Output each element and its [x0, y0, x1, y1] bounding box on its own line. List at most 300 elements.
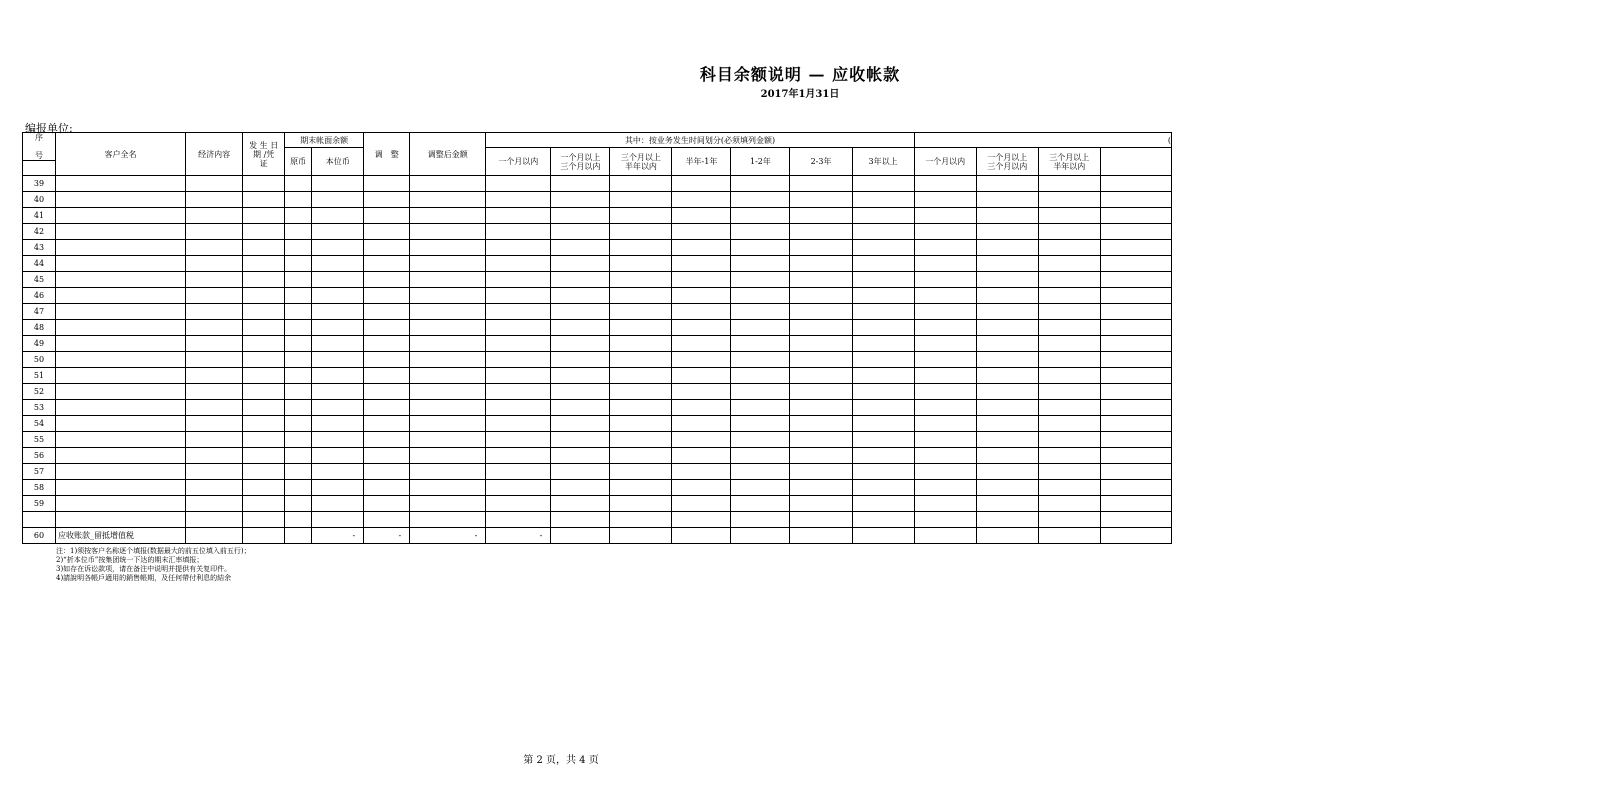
table-cell [551, 528, 610, 544]
table-cell [672, 176, 731, 192]
table-cell [852, 432, 914, 448]
table-cell [312, 496, 364, 512]
table-cell [364, 416, 410, 432]
table-cell [1038, 480, 1100, 496]
table-cell [1038, 528, 1100, 544]
table-cell [186, 304, 243, 320]
aging2-header: 三个月以上 半年以内 [1038, 148, 1100, 176]
table-cell [186, 400, 243, 416]
table-cell [731, 432, 790, 448]
table-cell [1100, 336, 1171, 352]
table-cell [243, 176, 285, 192]
table-cell [976, 352, 1038, 368]
table-cell [551, 512, 610, 528]
table-cell [410, 224, 486, 240]
table-cell [976, 208, 1038, 224]
table-cell [56, 320, 186, 336]
table-cell [790, 304, 852, 320]
table-cell [243, 448, 285, 464]
table-cell [486, 224, 551, 240]
table-cell [1038, 512, 1100, 528]
table-cell [551, 224, 610, 240]
table-cell [610, 224, 672, 240]
table-cell [731, 320, 790, 336]
page-footer: 第 2 页，共 4 页 [523, 755, 599, 766]
table-cell [672, 480, 731, 496]
table-cell [610, 368, 672, 384]
table-cell [731, 448, 790, 464]
table-cell [1038, 352, 1100, 368]
table-cell [790, 224, 852, 240]
table-cell [551, 480, 610, 496]
table-cell [551, 448, 610, 464]
table-cell [285, 336, 312, 352]
table-cell [285, 304, 312, 320]
row-number: 43 [23, 240, 56, 256]
table-cell [243, 192, 285, 208]
table-cell [364, 496, 410, 512]
table-cell [1100, 192, 1171, 208]
table-cell [312, 304, 364, 320]
table-cell [914, 256, 976, 272]
table-cell [976, 288, 1038, 304]
table-cell [914, 176, 976, 192]
table-cell [976, 176, 1038, 192]
table-cell [186, 272, 243, 288]
table-cell [410, 176, 486, 192]
table-cell [852, 464, 914, 480]
table-cell [486, 304, 551, 320]
table-cell [410, 368, 486, 384]
table-cell [410, 336, 486, 352]
table-cell [672, 336, 731, 352]
table-cell [610, 416, 672, 432]
table-cell [790, 480, 852, 496]
table-cell [486, 288, 551, 304]
table-cell [914, 240, 976, 256]
table-cell [672, 400, 731, 416]
table-cell [486, 400, 551, 416]
table-cell [672, 272, 731, 288]
aging-header: 1-2年 [731, 148, 790, 176]
table-cell [56, 496, 186, 512]
table-cell [914, 288, 976, 304]
table-cell [790, 416, 852, 432]
table-cell [551, 240, 610, 256]
table-cell [285, 208, 312, 224]
table-cell [410, 352, 486, 368]
table-cell [1038, 464, 1100, 480]
table-cell [731, 336, 790, 352]
aging2-header: 一个月以内 [914, 148, 976, 176]
reporting-unit-label: 编报单位: [25, 122, 73, 135]
table-cell [1100, 480, 1171, 496]
table-cell [56, 336, 186, 352]
table-cell [914, 528, 976, 544]
original-currency-header: 原币 [285, 148, 312, 176]
table-cell [364, 368, 410, 384]
receivables-table-wrapper [22, 132, 1171, 540]
row-number: 49 [23, 336, 56, 352]
table-cell [312, 512, 364, 528]
table-cell [790, 448, 852, 464]
table-cell [852, 336, 914, 352]
table-cell [610, 176, 672, 192]
table-cell [364, 176, 410, 192]
table-cell [285, 224, 312, 240]
table-cell [1038, 176, 1100, 192]
table-cell [790, 336, 852, 352]
table-cell [285, 416, 312, 432]
table-row [23, 496, 1172, 512]
table-cell [610, 192, 672, 208]
table-cell [486, 480, 551, 496]
row-number: 44 [23, 256, 56, 272]
table-cell [731, 208, 790, 224]
table-cell [852, 400, 914, 416]
table-cell [56, 464, 186, 480]
row-number: 45 [23, 272, 56, 288]
table-cell [976, 192, 1038, 208]
table-cell [914, 400, 976, 416]
table-cell [285, 176, 312, 192]
table-cell [486, 432, 551, 448]
table-cell [914, 272, 976, 288]
table-cell [672, 256, 731, 272]
table-cell [672, 352, 731, 368]
table-cell [790, 496, 852, 512]
table-cell [486, 336, 551, 352]
date-voucher-header: 发 生 日 期 /凭 证 [243, 133, 285, 176]
table-cell [312, 256, 364, 272]
table-cell [410, 240, 486, 256]
row-number: 48 [23, 320, 56, 336]
table-cell [551, 352, 610, 368]
table-cell [551, 384, 610, 400]
table-row [23, 176, 1172, 192]
table-cell [364, 336, 410, 352]
table-cell [410, 400, 486, 416]
table-cell [186, 448, 243, 464]
table-cell [790, 464, 852, 480]
table-cell [1100, 224, 1171, 240]
table-cell [364, 320, 410, 336]
table-cell [243, 272, 285, 288]
table-cell [731, 496, 790, 512]
table-cell [551, 320, 610, 336]
table-cell [852, 368, 914, 384]
table-cell [1100, 496, 1171, 512]
row-number: 56 [23, 448, 56, 464]
table-cell [486, 368, 551, 384]
row-number: 57 [23, 464, 56, 480]
table-cell [410, 288, 486, 304]
table-cell [672, 240, 731, 256]
table-cell [551, 416, 610, 432]
table-cell [312, 176, 364, 192]
table-cell [312, 352, 364, 368]
table-cell [914, 416, 976, 432]
table-cell [852, 320, 914, 336]
table-cell [914, 352, 976, 368]
table-cell [285, 352, 312, 368]
table-cell [1038, 448, 1100, 464]
table-cell [1100, 368, 1171, 384]
seq-header: 序 号 [23, 133, 56, 161]
table-cell [364, 448, 410, 464]
table-cell [186, 480, 243, 496]
table-cell [914, 368, 976, 384]
table-cell [914, 496, 976, 512]
table-cell [914, 336, 976, 352]
table-cell [285, 464, 312, 480]
table-cell [610, 400, 672, 416]
table-cell [1038, 304, 1100, 320]
table-cell [852, 352, 914, 368]
table-cell [486, 192, 551, 208]
table-cell [1100, 400, 1171, 416]
table-cell [243, 224, 285, 240]
table-cell [1038, 208, 1100, 224]
table-cell [364, 192, 410, 208]
table-row [23, 368, 1172, 384]
table-cell [914, 512, 976, 528]
table-cell [285, 512, 312, 528]
table-cell [312, 448, 364, 464]
table-cell [852, 256, 914, 272]
table-cell [410, 432, 486, 448]
table-cell [410, 320, 486, 336]
row-number: 54 [23, 416, 56, 432]
table-cell [56, 272, 186, 288]
adjust-header: 调 整 [364, 133, 410, 176]
table-cell [1100, 320, 1171, 336]
table-cell [852, 304, 914, 320]
table-cell [1100, 240, 1171, 256]
table-cell [243, 240, 285, 256]
aging-header: 一个月以上 三个月以内 [551, 148, 610, 176]
table-cell [551, 176, 610, 192]
table-row [23, 208, 1172, 224]
table-cell [410, 384, 486, 400]
table-cell [364, 256, 410, 272]
table-row [23, 256, 1172, 272]
table-cell [610, 480, 672, 496]
table-cell [56, 176, 186, 192]
table-cell [312, 416, 364, 432]
table-cell [243, 432, 285, 448]
table-cell [610, 384, 672, 400]
table-cell [976, 448, 1038, 464]
table-cell [731, 288, 790, 304]
table-cell [610, 512, 672, 528]
table-cell [1100, 352, 1171, 368]
table-cell [672, 208, 731, 224]
table-cell [790, 288, 852, 304]
table-cell [186, 336, 243, 352]
table-cell [914, 448, 976, 464]
table-cell [56, 240, 186, 256]
table-cell [312, 320, 364, 336]
table-cell [56, 432, 186, 448]
table-cell [186, 352, 243, 368]
table-cell [914, 384, 976, 400]
table-cell [285, 240, 312, 256]
note-line: 4)請說明各帳戶適用的銷售帳期，及任何帶付利息的結余 [56, 574, 232, 582]
table-cell [243, 256, 285, 272]
table-cell [410, 192, 486, 208]
balance-group-header: 期末帐面余额 [285, 133, 364, 148]
aging-header: 3年以上 [852, 148, 914, 176]
table-cell [410, 256, 486, 272]
table-cell [790, 352, 852, 368]
table-cell [486, 352, 551, 368]
table-cell [243, 480, 285, 496]
table-cell [56, 352, 186, 368]
table-row [23, 480, 1172, 496]
table-cell [914, 224, 976, 240]
table-cell [672, 320, 731, 336]
table-cell [852, 496, 914, 512]
table-cell [551, 192, 610, 208]
table-cell [186, 368, 243, 384]
table-cell [312, 464, 364, 480]
table-cell [672, 288, 731, 304]
row-number: 42 [23, 224, 56, 240]
table-cell [285, 288, 312, 304]
report-date: 2017年1月31日 [760, 89, 840, 100]
table-cell [731, 240, 790, 256]
table-cell [731, 304, 790, 320]
table-cell [285, 432, 312, 448]
table-cell [1038, 320, 1100, 336]
table-cell [285, 272, 312, 288]
table-cell [486, 496, 551, 512]
receivables-table [22, 132, 1172, 544]
table-cell [852, 240, 914, 256]
table-row [23, 416, 1172, 432]
table-cell [852, 448, 914, 464]
aging-value: - [486, 528, 551, 544]
table-cell [976, 528, 1038, 544]
table-cell [790, 240, 852, 256]
table-cell [1038, 432, 1100, 448]
table-cell [672, 528, 731, 544]
table-row [23, 336, 1172, 352]
row-number: 47 [23, 304, 56, 320]
table-cell [1038, 256, 1100, 272]
table-cell [186, 528, 243, 544]
table-cell [486, 176, 551, 192]
table-cell [364, 384, 410, 400]
table-cell [486, 320, 551, 336]
table-cell [486, 272, 551, 288]
table-cell [56, 224, 186, 240]
table-cell [1100, 416, 1171, 432]
table-cell [731, 256, 790, 272]
table-cell [312, 288, 364, 304]
row-number: 46 [23, 288, 56, 304]
table-cell [852, 272, 914, 288]
table-cell [1100, 464, 1171, 480]
table-cell [1100, 256, 1171, 272]
table-cell [186, 384, 243, 400]
table-cell [976, 272, 1038, 288]
row-number: 53 [23, 400, 56, 416]
table-cell [790, 176, 852, 192]
table-cell [610, 336, 672, 352]
table-cell [186, 512, 243, 528]
table-cell [186, 288, 243, 304]
table-cell [976, 400, 1038, 416]
notes [56, 547, 251, 583]
table-row [23, 192, 1172, 208]
table-row [23, 304, 1172, 320]
table-cell [976, 224, 1038, 240]
table-cell [186, 224, 243, 240]
table-cell [285, 384, 312, 400]
table-cell [852, 384, 914, 400]
table-cell [976, 368, 1038, 384]
table-cell [410, 480, 486, 496]
table-cell [672, 416, 731, 432]
table-cell [486, 240, 551, 256]
table-cell [312, 432, 364, 448]
table-cell [285, 400, 312, 416]
note-line: 3)如存在诉讼款项，请在备注中说明并提供有关复印件。 [56, 565, 232, 573]
table-cell [243, 512, 285, 528]
table-cell [551, 464, 610, 480]
table-cell [976, 256, 1038, 272]
table-cell [551, 400, 610, 416]
table-cell [1100, 272, 1171, 288]
adjusted-amount-value: - [410, 528, 486, 544]
table-cell [186, 416, 243, 432]
table-cell [186, 192, 243, 208]
table-cell [56, 304, 186, 320]
table-cell [852, 192, 914, 208]
table-cell [312, 368, 364, 384]
table-cell [56, 192, 186, 208]
table-cell [551, 288, 610, 304]
local-currency-header: 本位币 [312, 148, 364, 176]
table-row [23, 288, 1172, 304]
table-cell [364, 240, 410, 256]
table-cell [364, 352, 410, 368]
table-cell [312, 272, 364, 288]
row-number: 58 [23, 480, 56, 496]
note-line: 2)“折本位币”按集团统一下达的期末汇率填报； [56, 556, 204, 564]
table-cell [976, 464, 1038, 480]
table-cell [364, 304, 410, 320]
aging-header: 半年-1年 [672, 148, 731, 176]
table-row [23, 224, 1172, 240]
seq-header-bottom [23, 161, 56, 176]
table-cell [731, 400, 790, 416]
table-cell [410, 512, 486, 528]
table-cell [364, 208, 410, 224]
table-cell [610, 464, 672, 480]
row-number: 52 [23, 384, 56, 400]
table-cell [285, 256, 312, 272]
table-cell [312, 400, 364, 416]
table-cell [243, 464, 285, 480]
aging2-header-extra [1100, 148, 1171, 176]
table-cell [790, 320, 852, 336]
table-cell [672, 304, 731, 320]
table-cell [914, 320, 976, 336]
table-cell [486, 416, 551, 432]
